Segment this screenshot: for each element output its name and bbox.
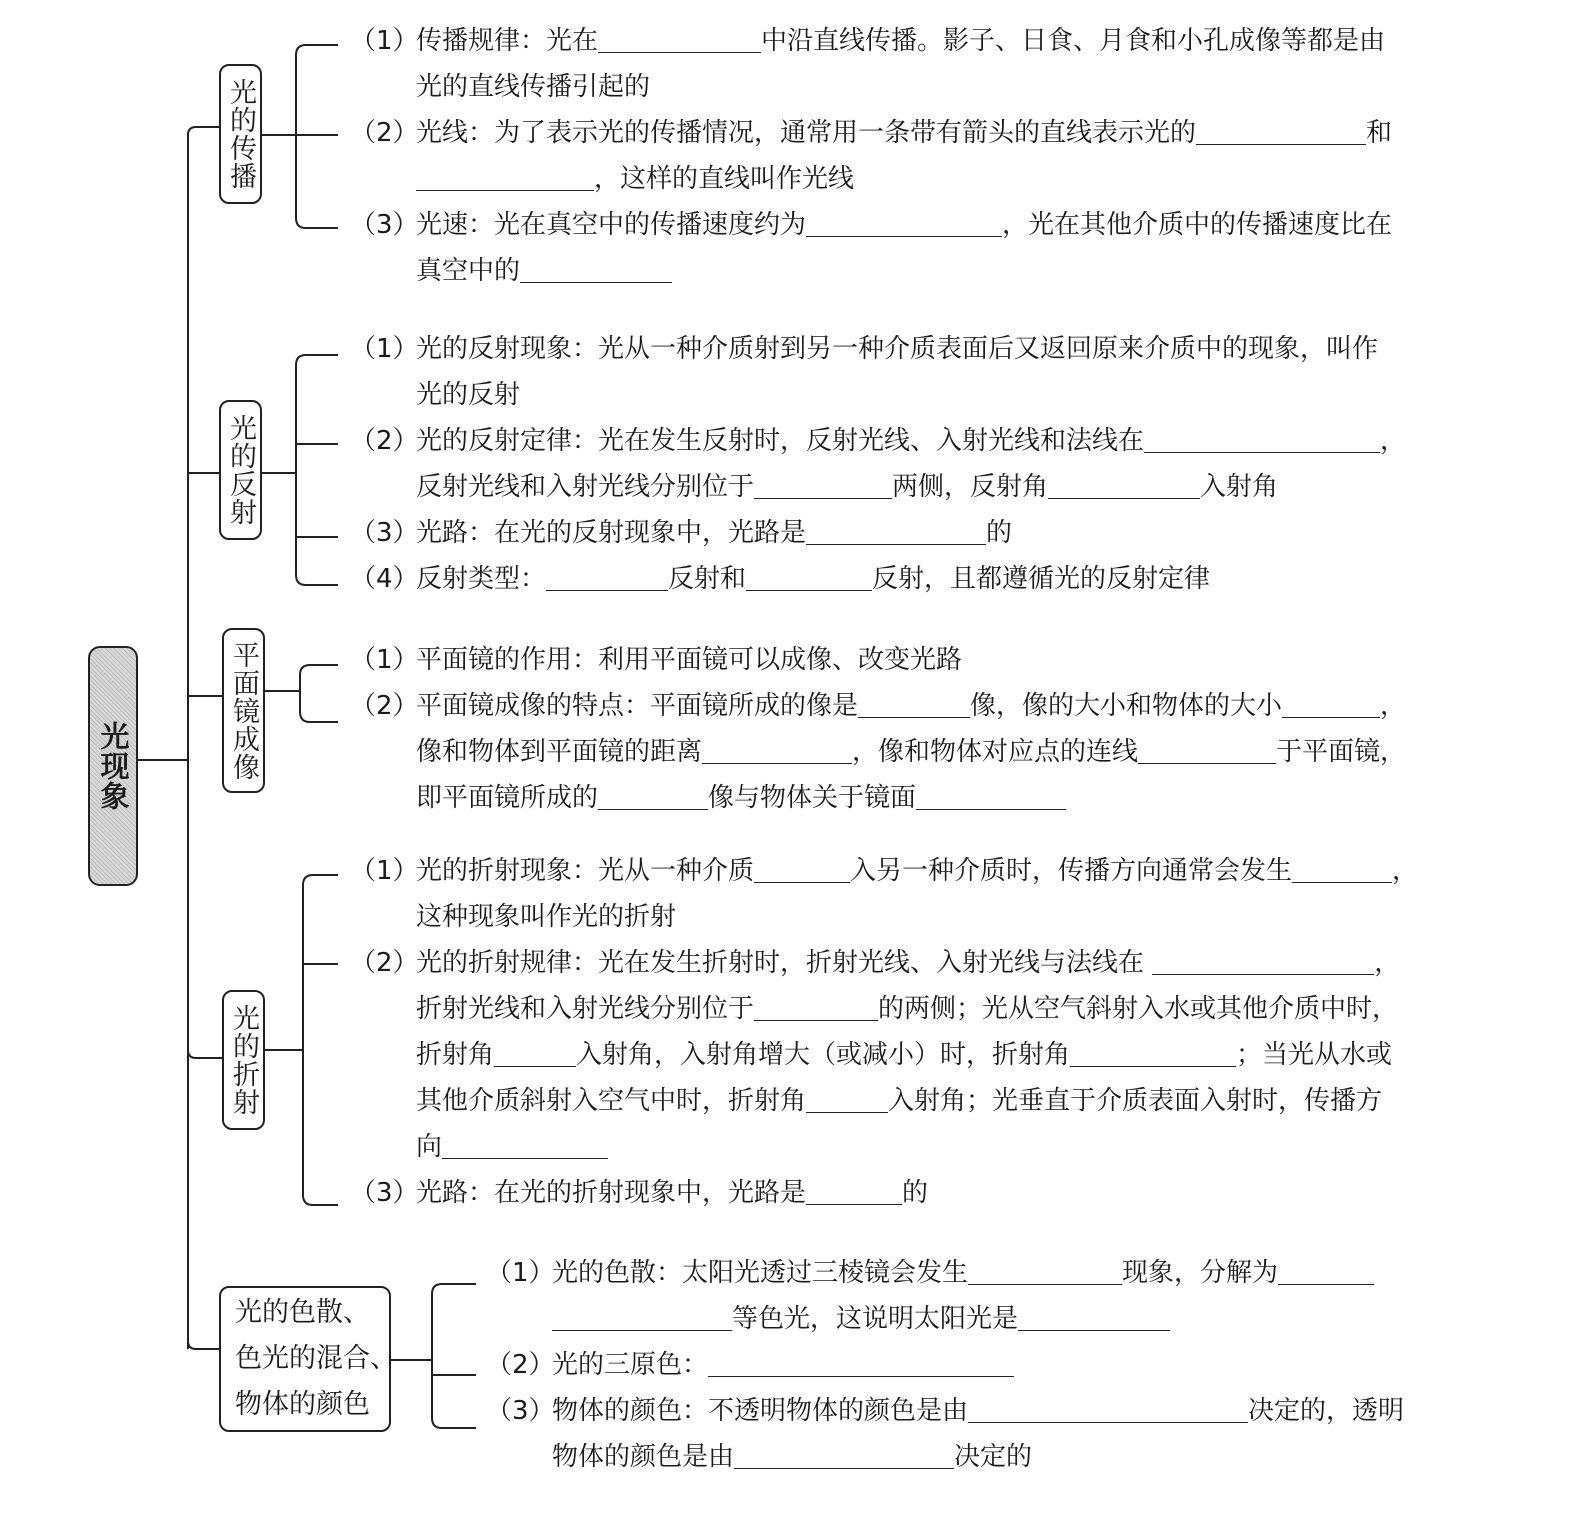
item-line (350, 156, 1392, 202)
item-text: 这种现象叫作光的折射 (416, 902, 677, 932)
item-number: （3） (350, 1178, 419, 1208)
item-text: ， (1374, 948, 1401, 978)
item-text: ， (1380, 691, 1407, 721)
item-text: 的 (902, 1178, 929, 1208)
item-text: 光路：在光的反射现象中，光路是 (416, 518, 807, 548)
item-number: （3） (350, 518, 419, 548)
item-text: 反射，且都遵循光的反射定律 (872, 564, 1211, 594)
answer-blank[interactable] (806, 1082, 888, 1113)
item-text: 的 (986, 518, 1013, 548)
answer-blank[interactable] (702, 733, 852, 764)
item-3-2 (350, 683, 1406, 821)
item-number: （4） (350, 564, 419, 594)
item-text: 传播规律：光在 (416, 26, 599, 56)
item-line (350, 248, 1392, 294)
item-1-3 (350, 202, 1392, 294)
answer-blank[interactable] (754, 468, 892, 499)
answer-blank[interactable] (858, 687, 970, 718)
item-line (350, 894, 1418, 940)
item-line (350, 940, 1400, 986)
item-text: 光的反射定律：光在发生反射时，反射光线、入射光线和法线在 (416, 426, 1145, 456)
item-line (350, 418, 1406, 464)
item-number: （2） (350, 691, 419, 721)
answer-blank[interactable] (1138, 733, 1276, 764)
item-line (350, 729, 1406, 775)
answer-blank[interactable] (734, 1438, 954, 1469)
item-text: 光线：为了表示光的传播情况，通常用一条带有箭头的直线表示光的 (416, 118, 1197, 148)
answer-blank[interactable] (1018, 1300, 1170, 1331)
answer-blank[interactable] (598, 779, 708, 810)
branch-label-line: 色光的混合、 (235, 1343, 397, 1374)
item-number: （3） (350, 210, 419, 240)
branch-label: 光的传播 (225, 78, 256, 190)
branch-label: 光的反射 (225, 414, 256, 526)
item-line (350, 1170, 928, 1216)
answer-blank[interactable] (598, 22, 761, 53)
item-text: 折射光线和入射光线分别位于 (416, 994, 755, 1024)
item-line (350, 326, 1378, 372)
item-5-3 (486, 1388, 1404, 1480)
item-text: 平面镜的作用：利用平面镜可以成像、改变光路 (416, 645, 963, 675)
item-number: （1） (350, 645, 419, 675)
item-line (350, 848, 1418, 894)
item-line (350, 464, 1406, 510)
item-number: （1） (350, 856, 419, 886)
item-line (350, 775, 1406, 821)
item-text: 和 (1366, 118, 1393, 148)
answer-blank[interactable] (1196, 114, 1366, 145)
answer-blank[interactable] (1144, 422, 1380, 453)
item-number: （2） (350, 426, 419, 456)
item-number: （1） (350, 334, 419, 364)
item-5-1 (486, 1250, 1374, 1342)
item-text: 两侧，反射角 (892, 472, 1049, 502)
answer-blank[interactable] (442, 1128, 608, 1159)
item-line (350, 110, 1392, 156)
answer-blank[interactable] (806, 206, 1002, 237)
item-text: 物体的颜色是由 (552, 1442, 735, 1472)
item-line (486, 1434, 1404, 1480)
answer-blank[interactable] (754, 990, 878, 1021)
answer-blank[interactable] (1278, 1254, 1374, 1285)
answer-blank[interactable] (746, 560, 872, 591)
answer-blank[interactable] (494, 1036, 576, 1067)
item-text: 光路：在光的折射现象中，光路是 (416, 1178, 807, 1208)
item-line (350, 202, 1392, 248)
item-1-2 (350, 110, 1392, 202)
item-4-1 (350, 848, 1418, 940)
answer-blank[interactable] (520, 252, 672, 283)
branch-label-line: 物体的颜色 (235, 1389, 370, 1420)
item-text: 像与物体关于镜面 (708, 783, 917, 813)
item-line (350, 1078, 1400, 1124)
answer-blank[interactable] (968, 1392, 1248, 1423)
item-text: ， (1380, 426, 1407, 456)
item-text: 向 (416, 1132, 443, 1162)
item-line (350, 18, 1385, 64)
item-text: 决定的，透明 (1248, 1396, 1405, 1426)
item-text: 入射角，入射角增大（或减小）时，折射角 (576, 1040, 1071, 1070)
item-2-1 (350, 326, 1378, 418)
item-number: （1） (350, 26, 419, 56)
item-2-3 (350, 510, 1012, 556)
item-line (350, 64, 1385, 110)
item-number: （1） (486, 1258, 555, 1288)
item-number: （3） (486, 1396, 555, 1426)
item-line (350, 986, 1400, 1032)
item-text: 入射角 (1200, 472, 1279, 502)
item-text: ，这样的直线叫作光线 (594, 164, 855, 194)
item-text: 其他介质斜射入空气中时，折射角 (416, 1086, 807, 1116)
item-text: 折射角 (416, 1040, 495, 1070)
item-4-2 (350, 940, 1400, 1170)
item-text: 光的反射 (416, 380, 521, 410)
item-text: 于平面镜， (1276, 737, 1407, 767)
answer-blank[interactable] (1282, 687, 1380, 718)
answer-blank[interactable] (546, 560, 668, 591)
item-text: 的两侧；光从空气斜射入水或其他介质中时， (878, 994, 1399, 1024)
item-text: 入射角；光垂直于介质表面入射时，传播方 (888, 1086, 1383, 1116)
item-text: 像，像的大小和物体的大小 (970, 691, 1283, 721)
item-line (350, 372, 1378, 418)
answer-blank[interactable] (968, 1254, 1122, 1285)
item-text: 真空中的 (416, 256, 521, 286)
branch-reflection (219, 400, 262, 540)
item-text: ，光在其他介质中的传播速度比在 (1002, 210, 1393, 240)
item-text: 现象，分解为 (1122, 1258, 1279, 1288)
answer-blank[interactable] (1292, 852, 1392, 883)
item-number: （2） (350, 948, 419, 978)
item-text: ， (1392, 856, 1419, 886)
item-text: ；当光从水或 (1236, 1040, 1393, 1070)
item-5-2 (486, 1342, 1014, 1388)
item-text: 光的直线传播引起的 (416, 72, 651, 102)
item-line (350, 1124, 1400, 1170)
answer-blank[interactable] (916, 779, 1066, 810)
answer-blank[interactable] (552, 1300, 732, 1331)
item-3-1 (350, 637, 962, 683)
item-2-4 (350, 556, 1210, 602)
item-line (350, 637, 962, 683)
item-number: （2） (350, 118, 419, 148)
item-text: 入另一种介质时，传播方向通常会发生 (850, 856, 1293, 886)
item-line (350, 510, 1012, 556)
item-text: 光的色散：太阳光透过三棱镜会发生 (552, 1258, 969, 1288)
branch-label-line: 光的色散、 (235, 1297, 370, 1328)
item-text: 决定的 (954, 1442, 1033, 1472)
item-line (486, 1296, 1374, 1342)
item-text: 平面镜成像的特点：平面镜所成的像是 (416, 691, 859, 721)
answer-blank[interactable] (416, 160, 594, 191)
answer-blank[interactable] (806, 1174, 902, 1205)
root-node (88, 646, 138, 886)
branch-dispersion-color (219, 1286, 397, 1432)
item-line (350, 683, 1406, 729)
item-text: 像和物体到平面镜的距离 (416, 737, 703, 767)
item-text: ，像和物体对应点的连线 (852, 737, 1139, 767)
root-label: 光现象 (96, 721, 131, 811)
answer-blank[interactable] (1152, 944, 1374, 975)
item-number: （2） (486, 1350, 555, 1380)
item-line (350, 556, 1210, 602)
item-line (486, 1388, 1404, 1434)
branch-label: 光的折射 (228, 1004, 259, 1116)
answer-blank[interactable] (1048, 468, 1200, 499)
item-text: 等色光，这说明太阳光是 (732, 1304, 1019, 1334)
answer-blank[interactable] (1070, 1036, 1236, 1067)
item-line (350, 1032, 1400, 1078)
item-text: 反射光线和入射光线分别位于 (416, 472, 755, 502)
branch-label: 平面镜成像 (228, 640, 259, 781)
item-4-3 (350, 1170, 928, 1216)
item-text: 反射类型： (416, 564, 547, 594)
item-line (486, 1250, 1374, 1296)
branch-plane-mirror (222, 628, 265, 793)
branch-propagation (219, 64, 262, 204)
item-text: 光的折射规律：光在发生折射时，折射光线、入射光线与法线在 (416, 948, 1153, 978)
answer-blank[interactable] (754, 852, 850, 883)
item-text: 即平面镜所成的 (416, 783, 599, 813)
item-line (486, 1342, 1014, 1388)
item-text: 中沿直线传播。影子、日食、月食和小孔成像等都是由 (761, 26, 1386, 56)
answer-blank[interactable] (806, 514, 986, 545)
item-text: 光的反射现象：光从一种介质射到另一种介质表面后又返回原来介质中的现象，叫作 (416, 334, 1379, 364)
item-text: 反射和 (668, 564, 747, 594)
item-2-2 (350, 418, 1406, 510)
answer-blank[interactable] (708, 1346, 1014, 1377)
item-text: 物体的颜色：不透明物体的颜色是由 (552, 1396, 969, 1426)
item-text: 光的三原色： (552, 1350, 709, 1380)
item-text: 光的折射现象：光从一种介质 (416, 856, 755, 886)
branch-refraction (222, 990, 265, 1130)
item-1-1 (350, 18, 1385, 110)
item-text: 光速：光在真空中的传播速度约为 (416, 210, 807, 240)
